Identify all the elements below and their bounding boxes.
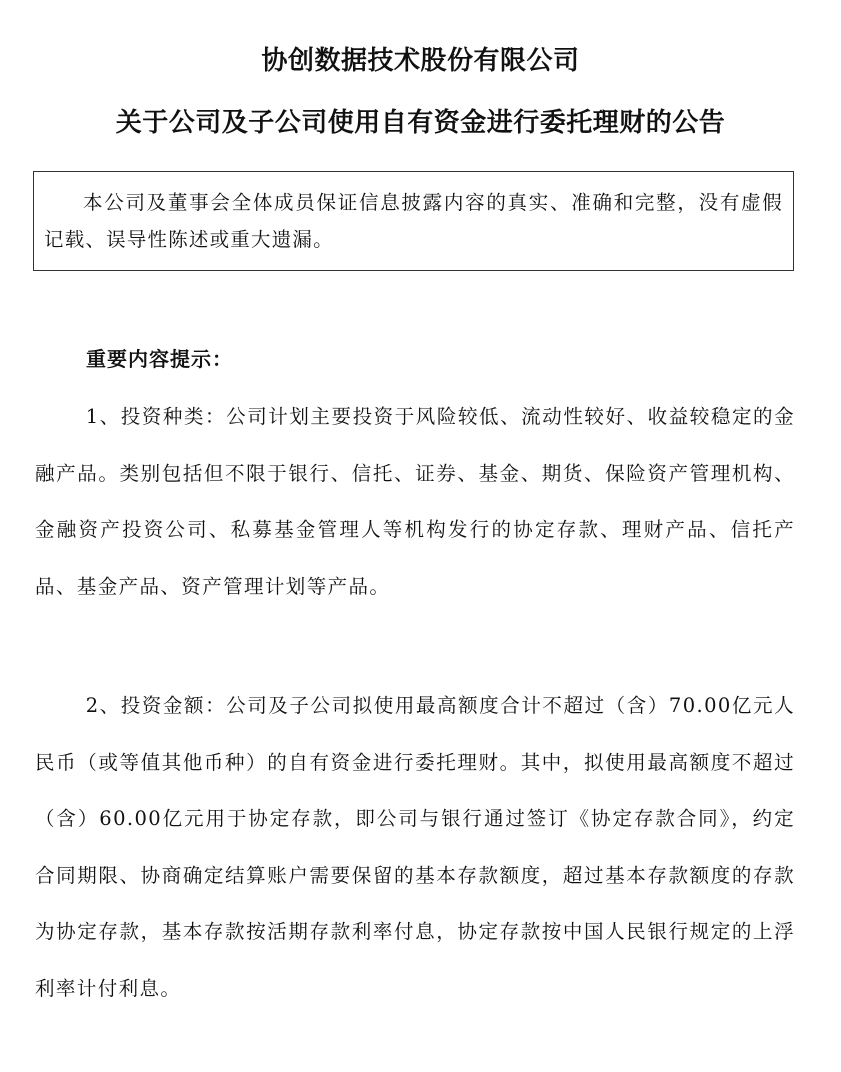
paragraph-investment-type: 1、投资种类：公司计划主要投资于风险较低、流动性较好、收益较稳定的金融产品。类别包括但不限于银行、信托、证券、基金、期货、保险资产管理机构、金融资产投资公司、私募基金管理人等机构发行的协定存款、理财产品、信托产品、基金产品、资产管理计划等产品。 — [35, 405, 795, 598]
disclosure-notice-box — [33, 171, 794, 271]
disclosure-notice-text: 本公司及董事会全体成员保证信息披露内容的真实、准确和完整，没有虚假记载、误导性陈述或重大遗漏。 — [44, 191, 783, 251]
section-heading: 重要内容提示： — [86, 347, 233, 371]
company-name-title: 协创数据技术股份有限公司 — [261, 46, 580, 76]
paragraph-investment-amount: 2、投资金额：公司及子公司拟使用最高额度合计不超过（含）70.00亿元人民币（或等值其他币种）的自有资金进行委托理财。其中，拟使用最高额度不超过（含）60.00亿元用于协定存款，即公司与银行通过签订《协定存款合同》，约定合同期限、协商确定结算账户需要保留的基本存款额度，超过基本存款额度的存款为协定存款，基本存款按活期存款利率付息，协定存款按中国人民银行规定的上浮利率计付利息。 — [35, 694, 795, 1000]
announcement-title: 关于公司及子公司使用自有资金进行委托理财的公告 — [115, 108, 726, 138]
